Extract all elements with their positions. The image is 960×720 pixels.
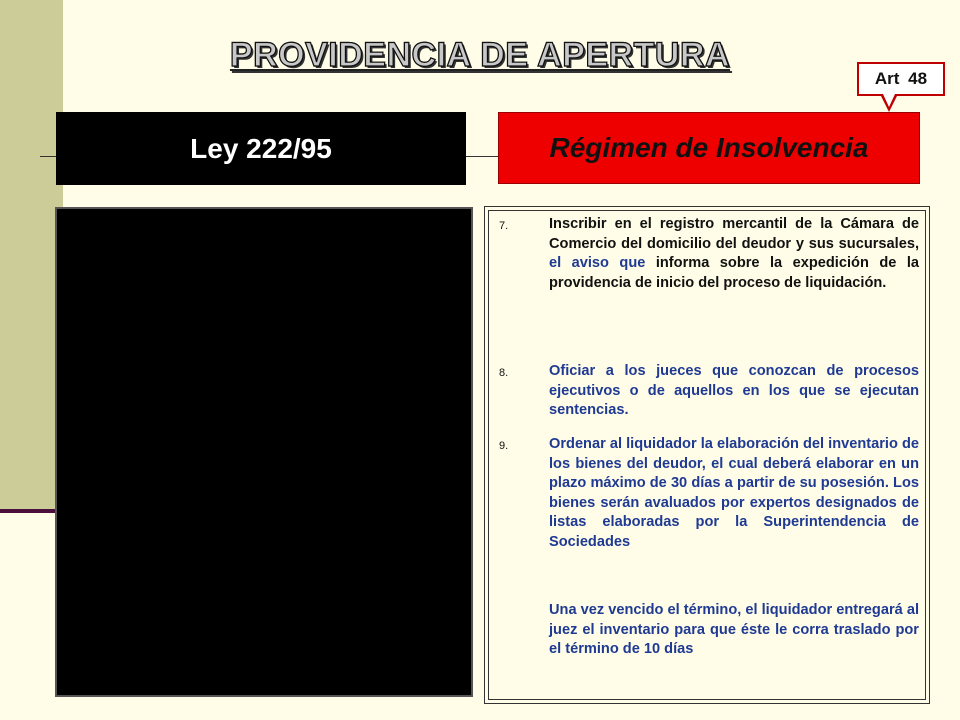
item-text: Una vez vencido el término, el liquidador entregará al juez el inventario para que éste le corra traslado por el término de 10 días (549, 602, 919, 658)
slide-title: PROVIDENCIA DE APERTURA (229, 36, 731, 74)
item-text: Oficiar a los jueces que conozcan de procesos ejecutivos o de aquellos en los que se ejecutan sentencias. (549, 363, 919, 419)
item-number: 9. (499, 440, 509, 452)
blank-black-panel (55, 207, 473, 697)
text-panel (484, 206, 930, 704)
callout-pointer-fill (883, 94, 895, 107)
band-divider-line (0, 509, 60, 513)
item-number: 7. (499, 220, 509, 232)
article-callout: Art 48 (857, 62, 945, 96)
left-decorative-band (0, 0, 63, 512)
item-text: Inscribir en el registro mercantil de la Cámara de Comercio del domicilio del deudor y sus sucursales, el aviso que informa sobre la expedición de la providencia de inicio del proceso de liquidación. (549, 216, 919, 291)
regime-header: Régimen de Insolvencia (498, 112, 920, 184)
item-number: 8. (499, 367, 509, 379)
connector-line-middle (465, 156, 499, 157)
list-item-9 (499, 435, 919, 553)
list-item-7 (499, 215, 919, 293)
list-item-continuation (499, 601, 919, 660)
item-text: Ordenar al liquidador la elaboración del inventario de los bienes del deudor, el cual deberá elaborar en un plazo máximo de 30 días a partir de su posesión. Los bienes serán avaluados por expertos designados de listas elaboradas por la Superintendencia de Sociedades (549, 436, 919, 550)
item-number (499, 601, 549, 660)
list-item-8 (499, 362, 919, 421)
law-header: Ley 222/95 (56, 112, 466, 185)
